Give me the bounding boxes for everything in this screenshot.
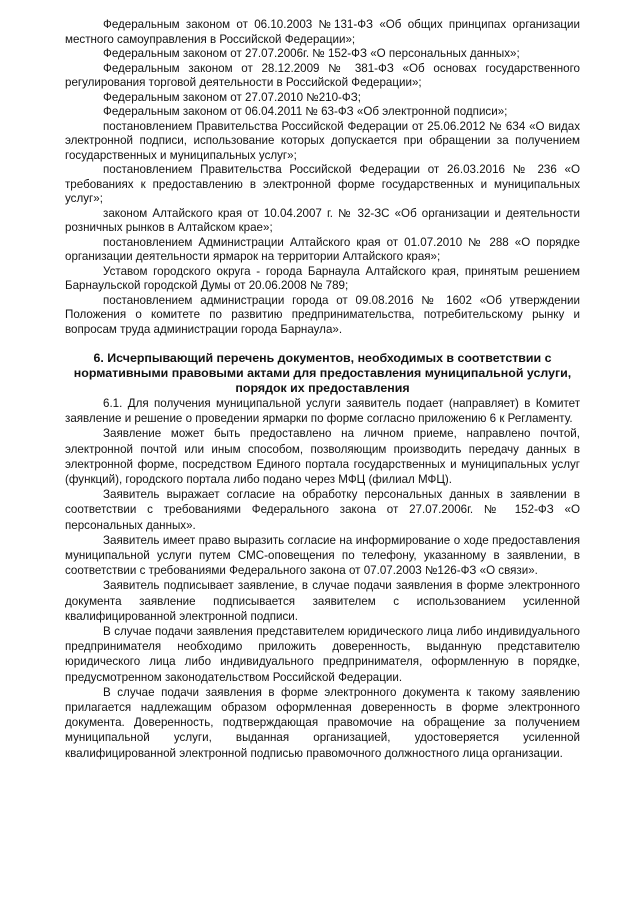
section-paragraph: В случае подачи заявления в форме электронного документа к такому заявлению прилагается надлежащим образом оформленная доверенность в форме электронного документа. Доверенность, подтверждающая правомочие на обращение за получением муниципальной услуги, выданная организацией, удостоверяется усиленной квалифицированной электронной подписью правомочного должностного лица организации. bbox=[65, 685, 580, 760]
law-item: Уставом городского округа - города Барнаула Алтайского края, принятым решением Барнаульской городской Думы от 20.06.2008 № 789; bbox=[65, 264, 580, 292]
section-paragraph: Заявитель имеет право выразить согласие на информирование о ходе предоставления муниципальной услуги путем СМС-оповещения по телефону, указанному в заявлении, в соответствии с требованиями Федерального закона от 07.07.2003 №126-ФЗ «О связи». bbox=[65, 533, 580, 578]
law-item: Федеральным законом от 28.12.2009 № 381-ФЗ «Об основах государственного регулирования торговой деятельности в Российской Федерации»; bbox=[65, 61, 580, 89]
law-item: постановлением Администрации Алтайского края от 01.07.2010 № 288 «О порядке организации деятельности ярмарок на территории Алтайского края»; bbox=[65, 235, 580, 263]
law-item: постановлением администрации города от 09.08.2016 № 1602 «Об утверждении Положения о комитете по развитию предпринимательства, потребительскому рынку и вопросам труда администрации города Барнаула». bbox=[65, 293, 580, 336]
law-item: Федеральным законом от 27.07.2006г. № 152-ФЗ «О персональных данных»; bbox=[103, 47, 520, 60]
law-item: законом Алтайского края от 10.04.2007 г. № 32-ЗС «Об организации и деятельности розничных рынков в Алтайском крае»; bbox=[65, 206, 580, 234]
section-paragraph: Заявитель подписывает заявление, в случае подачи заявления в форме электронного документа заявление подписывается заявителем с использованием усиленной квалифицированной электронной подписи. bbox=[65, 579, 580, 623]
law-item: Федеральным законом от 27.07.2010 №210-ФЗ; bbox=[103, 90, 361, 104]
legal-basis-list bbox=[65, 18, 580, 337]
section-body bbox=[65, 396, 580, 761]
section-paragraph: 6.1. Для получения муниципальной услуги заявитель подает (направляет) в Комитет заявление и решение о проведении ярмарки по форме согласно приложению 6 к Регламенту. bbox=[65, 397, 580, 426]
section-paragraph: Заявление может быть предоставлено на личном приеме, направлено почтой, электронной почтой или иным способом, позволяющим производить передачу данных в электронной форме, посредством Единого портала государственных и муниципальных услуг (функций), городского портала либо подано через МФЦ (филиал МФЦ). bbox=[65, 427, 580, 487]
law-item: постановлением Правительства Российской Федерации от 26.03.2016 № 236 «О требованиях к предоставлению в электронной форме государственных и муниципальных услуг»; bbox=[65, 163, 580, 205]
document-page bbox=[65, 18, 580, 761]
section-title: 6. Исчерпывающий перечень документов, необходимых в соответствии с нормативными правовыми актами для предоставления муниципальной услуги, порядок их предоставления bbox=[73, 351, 572, 395]
law-item: Федеральным законом от 06.10.2003 №131-ФЗ «Об общих принципах организации местного самоуправления в Российской Федерации»; bbox=[65, 18, 580, 46]
law-item: Федеральным законом от 06.04.2011 № 63-ФЗ «Об электронной подписи»; bbox=[103, 105, 508, 118]
law-item: постановлением Правительства Российской Федерации от 25.06.2012 № 634 «О видах электронной подписи, использование которых допускается при обращении за получением государственных и муниципальных услуг»; bbox=[65, 119, 580, 162]
section-paragraph: Заявитель выражает согласие на обработку персональных данных в заявлении в соответствии с требованиями Федерального закона от 27.07.2006г. № 152-ФЗ «О персональных данных». bbox=[65, 488, 580, 532]
section-paragraph: В случае подачи заявления представителем юридического лица либо индивидуального предпринимателя необходимо приложить доверенность, выданную представителю юридического лица либо индивидуального предпринимателя, оформленную в порядке, предусмотренном законодательством Российской Федерации. bbox=[65, 625, 580, 684]
